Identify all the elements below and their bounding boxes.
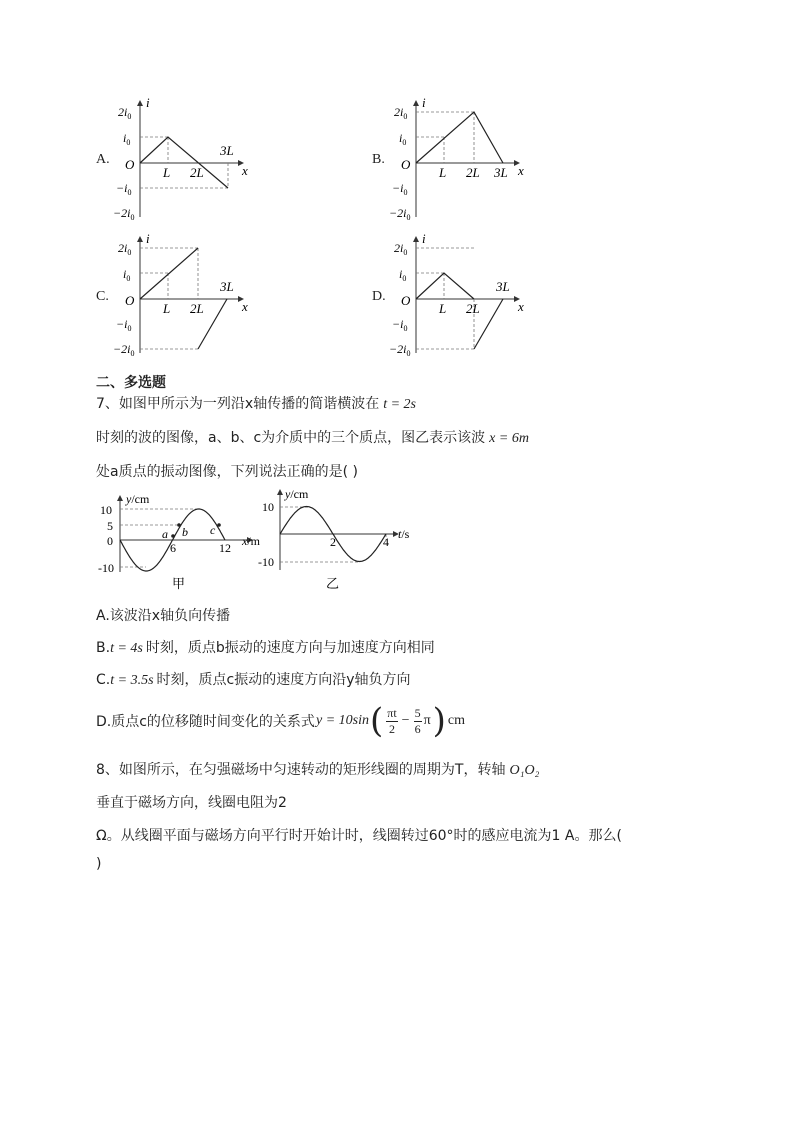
q7-option-d: D.质点c的位移随时间变化的关系式 (96, 714, 315, 730)
option-a-label: A. (96, 152, 110, 167)
svg-text:−2i0: $-2i_0$ (389, 206, 411, 222)
svg-text:b: b (182, 525, 188, 539)
svg-text:2i0: $2i_0$ (118, 241, 132, 257)
svg-text:6: 6 (170, 541, 176, 555)
svg-text:x: x (518, 299, 524, 314)
q7-option-c: C.t = 3.5s 时刻，质点c振动的速度方向沿y轴负方向 (96, 672, 411, 688)
svg-text:L: L (163, 301, 171, 316)
svg-text:−2i0: $-2i_0$ (113, 342, 135, 358)
svg-text:0: 0 (107, 534, 113, 548)
svg-text:i0: $i_0$ (399, 267, 407, 283)
option-d-label: D. (372, 289, 386, 304)
svg-text:2: 2 (330, 535, 336, 549)
svg-text:5: 5 (107, 519, 113, 533)
svg-text:10: 10 (100, 503, 112, 517)
svg-text:3L: 3L (494, 165, 508, 180)
svg-text:2i0: $2i_0$ (394, 105, 408, 121)
graph-a-tick-2L: 2L (190, 165, 204, 180)
svg-text:4: 4 (383, 535, 389, 549)
graph-a-tick-3L: 3L (220, 143, 234, 158)
graph-a-tick-L: L (163, 165, 171, 180)
option-c-label: C. (96, 289, 109, 304)
graph-a-origin: O (125, 157, 135, 172)
graph-a-xlabel: x (242, 163, 248, 178)
svg-text:O: O (401, 293, 411, 308)
svg-text:i: i (422, 231, 426, 246)
svg-text:-10: -10 (98, 561, 114, 575)
q7-option-b: B.t = 4s 时刻，质点b振动的速度方向与加速度方向相同 (96, 640, 435, 656)
svg-text:2L: 2L (190, 301, 204, 316)
jia-ylabel: y/cm (126, 492, 150, 506)
point-c (217, 523, 221, 527)
graph-option-c (110, 231, 250, 359)
svg-text:2L: 2L (466, 165, 480, 180)
svg-text:L: L (439, 301, 447, 316)
graph-a-tick-neg-2i0: $-2i_0$ (113, 206, 135, 222)
svg-text:i0: $i_0$ (399, 131, 407, 147)
svg-text:x: x (242, 299, 248, 314)
svg-text:10: 10 (262, 500, 274, 514)
yi-ylabel: y/cm (285, 487, 309, 501)
jia-caption: 甲 (172, 577, 186, 592)
q8-line3: Ω。从线圈平面与磁场方向平行时开始计时，线圈转过60°时的感应电流为1 A。那么( (96, 828, 622, 844)
point-a (171, 534, 175, 538)
q8-line1: 8、如图所示，在匀强磁场中匀速转动的矩形线圈的周期为T，转轴 O₁O₂ (96, 762, 540, 778)
figure-jia (94, 490, 274, 595)
graph-a-tick-neg-i0: $-i_0$ (116, 181, 132, 197)
figure-yi (258, 486, 428, 594)
yi-caption: 乙 (326, 577, 340, 592)
svg-text:a: a (162, 527, 168, 541)
svg-text:2L: 2L (466, 301, 480, 316)
svg-text:c: c (210, 523, 216, 537)
q8-line2: 垂直于磁场方向，线圈电阻为2 (96, 795, 287, 811)
graph-option-a (110, 95, 250, 223)
svg-text:i0: $i_0$ (123, 267, 131, 283)
q7-line1: 7、如图甲所示为一列沿x轴传播的简谐横波在 t = 2s (96, 396, 416, 412)
q7-option-d-equation: y = 10sin ( πt 2 − $\frac{5}{6}$ π ) cm (316, 701, 466, 741)
graph-b-curve (416, 112, 503, 163)
graph-option-b (386, 95, 526, 223)
svg-text:3L: 3L (496, 279, 510, 294)
svg-text:−2i0: $-2i_0$ (389, 342, 411, 358)
svg-text:L: L (439, 165, 447, 180)
q8-line4: ) (96, 856, 102, 872)
point-b (177, 523, 181, 527)
graph-option-d (386, 231, 526, 359)
svg-text:12: 12 (219, 541, 231, 555)
q7-line2: 时刻的波的图像，a、b、c为介质中的三个质点，图乙表示该波 x = 6m (96, 430, 529, 446)
svg-text:3L: 3L (220, 279, 234, 294)
svg-text:x: x (518, 163, 524, 178)
section-title: 二、多选题 (96, 375, 166, 391)
svg-text:2i0: $2i_0$ (394, 241, 408, 257)
svg-text:O: O (125, 293, 135, 308)
svg-text:O: O (401, 157, 411, 172)
graph-a-tick-i0: $i_0$ (123, 131, 131, 147)
svg-text:i: i (422, 95, 426, 110)
svg-text:−i0: $-i_0$ (392, 181, 408, 197)
yi-xlabel: t/s (398, 527, 410, 541)
q7-line3: 处a质点的振动图像，下列说法正确的是( ) (96, 464, 358, 480)
q7-option-a: A.该波沿x轴负向传播 (96, 608, 231, 624)
jia-xlabel: x/m (242, 534, 260, 548)
graph-a-ylabel: i (146, 95, 150, 110)
option-b-label: B. (372, 152, 385, 167)
svg-text:−i0: $-i_0$ (116, 317, 132, 333)
svg-text:−i0: $-i_0$ (392, 317, 408, 333)
svg-text:i: i (146, 231, 150, 246)
graph-a-tick-2i0: $2i_0$ (118, 105, 132, 121)
svg-text:-10: -10 (258, 555, 274, 569)
